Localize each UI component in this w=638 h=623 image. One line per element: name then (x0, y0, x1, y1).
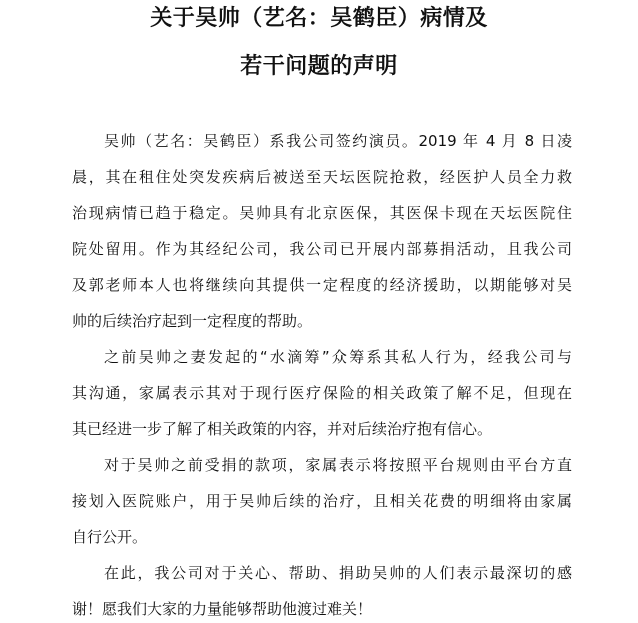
paragraph-2-line-3: 其已经进一步了解了相关政策的内容，并对后续治疗抱有信心。 (72, 420, 493, 438)
paragraph-1-line-4: 院处留用。作为其经纪公司，我公司已开展内部募捐活动，且我公司 (72, 240, 572, 258)
title-line-1: 关于吴帅（艺名：吴鹤臣）病情及 (150, 6, 488, 31)
paragraph-3-line-3: 自行公开。 (72, 528, 148, 546)
paragraph-1-line-5: 及郭老师本人也将继续向其提供一定程度的经济援助，以期能够对吴 (72, 276, 572, 294)
paragraph-4-line-2: 谢！愿我们大家的力量能够帮助他渡过难关！ (72, 600, 373, 618)
paragraph-2-line-2: 其沟通，家属表示其对于现行医疗保险的相关政策了解不足，但现在 (72, 384, 572, 402)
paragraph-1-line-6: 帅的后续治疗起到一定程度的帮助。 (72, 312, 313, 330)
paragraph-1-line-2: 晨，其在租住处突发疾病后被送至天坛医院抢救，经医护人员全力救 (72, 168, 572, 186)
paragraph-1-line-3: 治现病情已趋于稳定。吴帅具有北京医保，其医保卡现在天坛医院住 (72, 204, 572, 222)
paragraph-3-line-1: 对于吴帅之前受捐的款项，家属表示将按照平台规则由平台方直 (104, 456, 572, 474)
paragraph-1-line-1: 吴帅（艺名：吴鹤臣）系我公司签约演员。2019 年 4 月 8 日凌 (104, 132, 572, 150)
paragraph-2-line-1: 之前吴帅之妻发起的“水滴筹”众筹系其私人行为，经我公司与 (104, 348, 572, 366)
paragraph-4-line-1: 在此，我公司对于关心、帮助、捐助吴帅的人们表示最深切的感 (104, 564, 572, 582)
paragraph-3-line-2: 接划入医院账户，用于吴帅后续的治疗，且相关花费的明细将由家属 (72, 492, 572, 510)
title-line-2: 若干问题的声明 (240, 54, 398, 79)
